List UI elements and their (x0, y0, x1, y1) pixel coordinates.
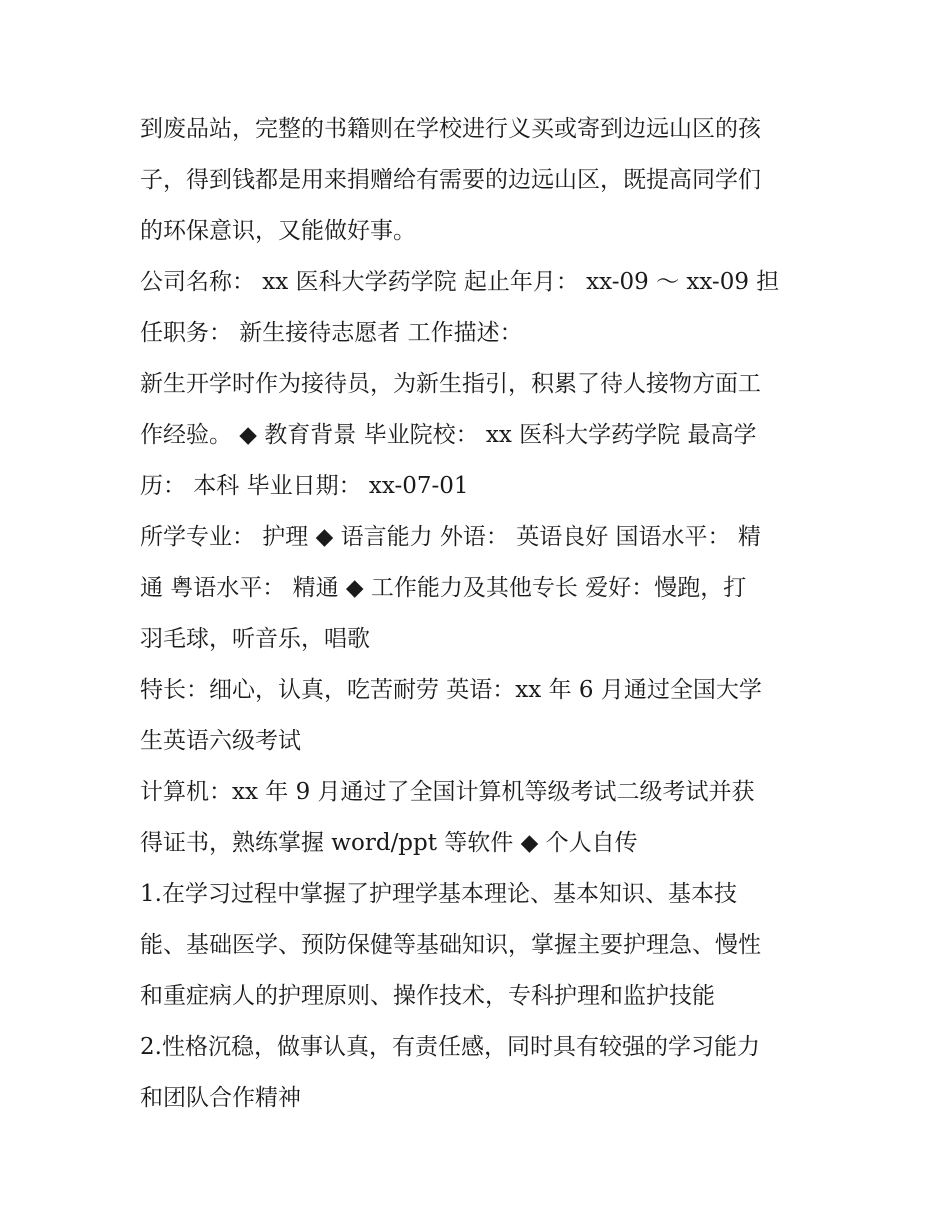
paragraph-computer-skills (140, 767, 820, 869)
text-line: 任职务： 新生接待志愿者 工作描述： (140, 320, 523, 346)
text-line: 所学专业： 护理 ◆ 语言能力 外语： 英语良好 国语水平： 精 (140, 524, 761, 550)
text-line: 羽毛球，听音乐，唱歌 (140, 626, 370, 652)
paragraph-self-intro-1 (140, 869, 820, 1022)
paragraph-self-intro-2 (140, 1022, 820, 1124)
paragraph-work-description (140, 359, 820, 512)
resume-text-body (140, 104, 820, 1124)
text-line: 到废品站，完整的书籍则在学校进行义买或寄到边远山区的孩 (140, 116, 761, 142)
paragraph-strengths (140, 665, 820, 767)
text-line: 1.在学习过程中掌握了护理学基本理论、基本知识、基本技 (140, 881, 737, 907)
paragraph-work-experience (140, 257, 820, 359)
text-line: 作经验。 ◆ 教育背景 毕业院校： xx 医科大学药学院 最高学 (140, 422, 757, 448)
text-line: 和重症病人的护理原则、操作技术，专科护理和监护技能 (140, 983, 715, 1009)
text-line: 历： 本科 毕业日期： xx-07-01 (140, 473, 469, 499)
text-line: 公司名称： xx 医科大学药学院 起止年月： xx-09 ～ xx-09 担 (140, 269, 780, 295)
paragraph-major-languages (140, 512, 820, 665)
text-line: 特长：细心，认真，吃苦耐劳 英语：xx 年 6 月通过全国大学 (140, 677, 762, 703)
text-line: 得证书，熟练掌握 word/ppt 等软件 ◆ 个人自传 (140, 830, 638, 856)
text-line: 的环保意识，又能做好事。 (140, 218, 416, 244)
text-line: 2.性格沉稳，做事认真，有责任感，同时具有较强的学习能力 (140, 1034, 760, 1060)
text-line: 和团队合作精神 (140, 1085, 301, 1111)
paragraph-volunteer-bookdrive (140, 104, 820, 257)
text-line: 子，得到钱都是用来捐赠给有需要的边远山区，既提高同学们 (140, 167, 761, 193)
text-line: 计算机：xx 年 9 月通过了全国计算机等级考试二级考试并获 (140, 779, 755, 805)
text-line: 通 粤语水平： 精通 ◆ 工作能力及其他专长 爱好：慢跑，打 (140, 575, 747, 601)
text-line: 能、基础医学、预防保健等基础知识，掌握主要护理急、慢性 (140, 932, 761, 958)
text-line: 新生开学时作为接待员，为新生指引，积累了待人接物方面工 (140, 371, 761, 397)
text-line: 生英语六级考试 (140, 728, 301, 754)
